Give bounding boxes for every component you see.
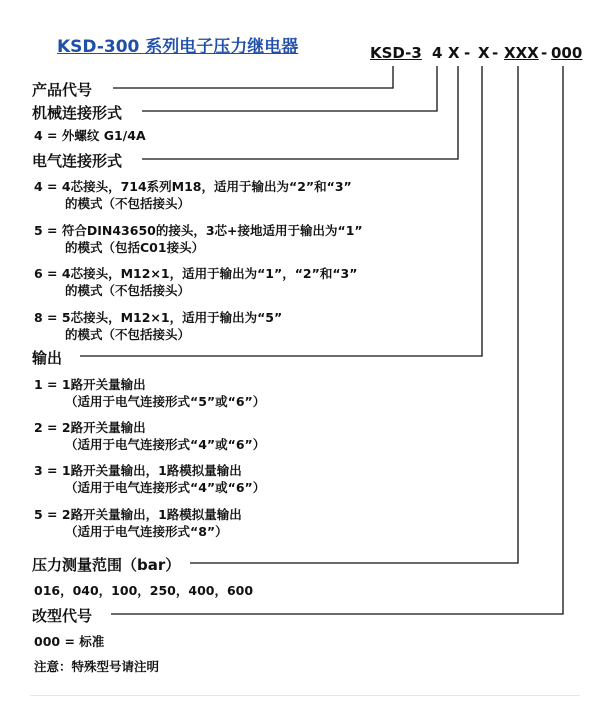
section-pressure-label: 压力测量范围（bar） xyxy=(32,556,181,574)
section-mod-label: 改型代号 xyxy=(32,607,93,625)
mech-item: 4 = 外螺纹 G1/4A xyxy=(34,128,146,143)
section-output-label: 输出 xyxy=(32,349,63,367)
mod-note: 注意：特殊型号请注明 xyxy=(34,659,160,674)
code-pressure: XXX xyxy=(504,44,539,62)
page-title: KSD-300 系列电子压力继电器 xyxy=(57,37,299,57)
code-base: KSD-3 xyxy=(370,44,422,62)
pressure-values: 016，040，100，250，400，600 xyxy=(34,583,254,598)
code-mech: 4 xyxy=(432,44,443,62)
elec-item-8: 8 = 5芯接头，M12×1，适用于输出为“5” 的模式（不包括接头） xyxy=(34,310,283,342)
code-mod: 000 xyxy=(551,44,583,62)
section-product-label: 产品代号 xyxy=(32,81,93,99)
elec-item-4: 4 = 4芯接头，714系列M18，适用于输出为“2”和“3” 的模式（不包括接头） xyxy=(34,179,352,211)
elec-item-5: 5 = 符合DIN43650的接头，3芯+接地适用于输出为“1” 的模式（包括C01接头） xyxy=(34,223,363,255)
output-item-1: 1 = 1路开关量输出 （适用于电气连接形式“5”或“6”） xyxy=(34,377,266,409)
elec-item-6: 6 = 4芯接头，M12×1，适用于输出为“1”，“2”和“3” 的模式（不包括接头） xyxy=(34,266,358,298)
section-elec-label: 电气连接形式 xyxy=(32,152,123,170)
footer-divider xyxy=(30,695,580,696)
code-sep-2: - xyxy=(492,44,499,62)
line-elec xyxy=(142,66,458,159)
output-item-3: 3 = 1路开关量输出，1路模拟量输出 （适用于电气连接形式“4”或“6”） xyxy=(34,463,266,495)
code-sep-3: - xyxy=(541,44,548,62)
code-sep-1: - xyxy=(464,44,471,62)
output-item-2: 2 = 2路开关量输出 （适用于电气连接形式“4”或“6”） xyxy=(34,420,266,452)
line-product xyxy=(113,66,393,88)
code-elec: X xyxy=(448,44,460,62)
section-mech-label: 机械连接形式 xyxy=(32,104,123,122)
code-output: X xyxy=(478,44,490,62)
mod-standard: 000 = 标准 xyxy=(34,634,105,649)
output-item-5: 5 = 2路开关量输出，1路模拟量输出 （适用于电气连接形式“8”） xyxy=(34,507,242,539)
